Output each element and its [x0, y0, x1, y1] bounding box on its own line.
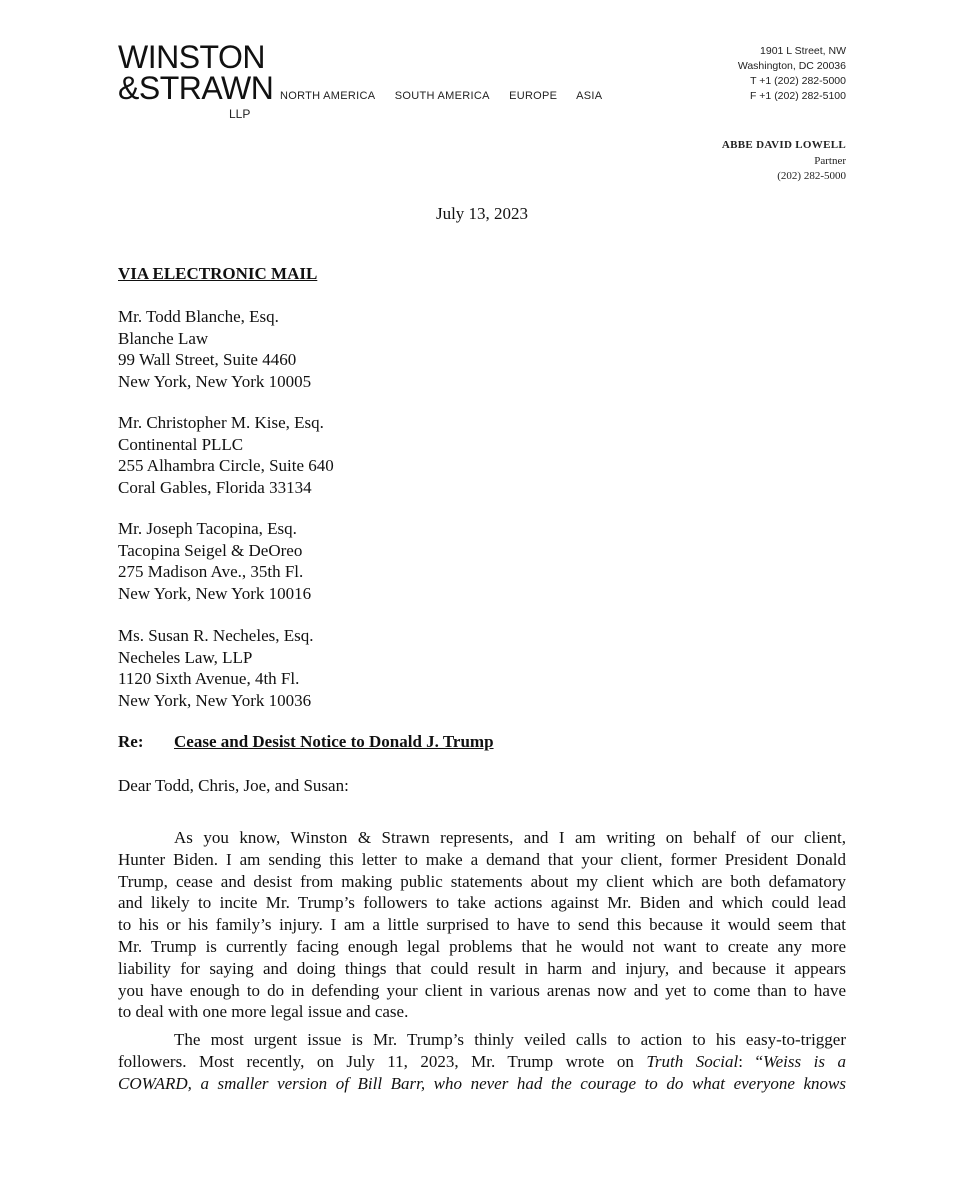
logo-line-winston: WINSTON: [118, 39, 266, 75]
recipient-name: Mr. Joseph Tacopina, Esq.: [118, 519, 297, 538]
paragraph-1: [118, 827, 846, 1023]
firm-logo: [118, 39, 274, 121]
sender-name: ABBE DAVID LOWELL: [721, 139, 846, 151]
sender-title: Partner: [814, 154, 846, 167]
text-run: followers. Most recently, on July 11, 2023, Mr. Trump wrote on: [118, 1051, 647, 1071]
recipient-block: [118, 518, 311, 604]
office-regions: [280, 90, 618, 102]
recipient-block: [118, 306, 311, 392]
paragraph-line: to his or his family’s injury. I am a little surprised to have to send this because it would seem that: [118, 915, 846, 935]
paragraph-2: [118, 1029, 846, 1094]
recipient-block: [118, 412, 334, 498]
sender-block: [722, 138, 846, 185]
recipient-firm: Continental PLLC: [118, 434, 244, 454]
paragraph-line: As you know, Winston & Strawn represents, and I am writing on behalf of our client,: [174, 828, 846, 847]
recipient-firm: Necheles Law, LLP: [118, 647, 253, 667]
address-city: Washington, DC 20036: [737, 60, 846, 72]
subject-label: Re:: [118, 732, 144, 751]
paragraph-line: [118, 1051, 846, 1073]
delivery-method: VIA ELECTRONIC MAIL: [118, 264, 318, 283]
recipient-city: New York, New York 10036: [118, 690, 312, 710]
paragraph-line: Mr. Trump is currently facing enough legal problems that he would not want to create any more: [118, 936, 846, 956]
region-south-america: SOUTH AMERICA: [394, 90, 490, 102]
text-run: : “: [738, 1051, 764, 1071]
recipient-city: New York, New York 10016: [118, 583, 312, 603]
address-phone: T +1 (202) 282-5000: [750, 75, 846, 87]
address-fax: F +1 (202) 282-5100: [749, 90, 846, 102]
firm-address: [738, 44, 846, 104]
paragraph-line: and likely to incite Mr. Trump’s followers to take actions against Mr. Biden and which could lead: [118, 893, 846, 913]
recipient-name: Ms. Susan R. Necheles, Esq.: [118, 626, 314, 645]
recipient-street: 255 Alhambra Circle, Suite 640: [118, 456, 334, 475]
paragraph-line: liability for saying and doing things that could result in harm and injury, and because it appears: [118, 958, 846, 978]
region-asia: ASIA: [576, 90, 603, 102]
salutation: Dear Todd, Chris, Joe, and Susan:: [118, 776, 349, 795]
paragraph-line: Hunter Biden. I am sending this letter to make a demand that your client, former President Donald: [118, 849, 846, 869]
recipient-city: New York, New York 10005: [118, 371, 312, 391]
subject-text: Cease and Desist Notice to Donald J. Trump: [174, 732, 494, 751]
letter-date: July 13, 2023: [435, 204, 529, 223]
recipient-name: Mr. Todd Blanche, Esq.: [118, 307, 279, 326]
recipient-block: [118, 625, 313, 711]
paragraph-line: The most urgent issue is Mr. Trump’s thinly veiled calls to action to his easy-to-trigger: [174, 1030, 846, 1049]
sender-phone: (202) 282-5000: [777, 170, 846, 182]
recipient-street: 99 Wall Street, Suite 4460: [118, 350, 297, 369]
italic-run: Truth Social: [646, 1051, 739, 1071]
recipient-street: 1120 Sixth Avenue, 4th Fl.: [118, 669, 300, 688]
logo-llp: LLP: [229, 107, 251, 121]
paragraph-line: you have enough to do in defending your client in various arenas now and yet to come than to have: [118, 980, 846, 1000]
recipient-city: Coral Gables, Florida 33134: [118, 477, 312, 497]
paragraph-line: Trump, cease and desist from making public statements about my client which are both defamatory: [118, 871, 846, 891]
paragraph-line: COWARD, a smaller version of Bill Barr, who never had the courage to do what everyone knows: [118, 1073, 846, 1093]
recipient-firm: Blanche Law: [118, 328, 209, 348]
recipient-street: 275 Madison Ave., 35th Fl.: [118, 562, 304, 581]
region-europe: EUROPE: [509, 90, 558, 102]
italic-run: Weiss is a: [763, 1051, 846, 1071]
logo-line-strawn: &STRAWN: [118, 70, 274, 106]
address-street: 1901 L Street, NW: [760, 45, 846, 57]
subject-line: [118, 732, 494, 752]
recipient-firm: Tacopina Seigel & DeOreo: [118, 540, 303, 560]
recipient-name: Mr. Christopher M. Kise, Esq.: [118, 413, 324, 432]
paragraph-line: to deal with one more legal issue and case.: [118, 1002, 409, 1022]
region-north-america: NORTH AMERICA: [280, 90, 376, 102]
